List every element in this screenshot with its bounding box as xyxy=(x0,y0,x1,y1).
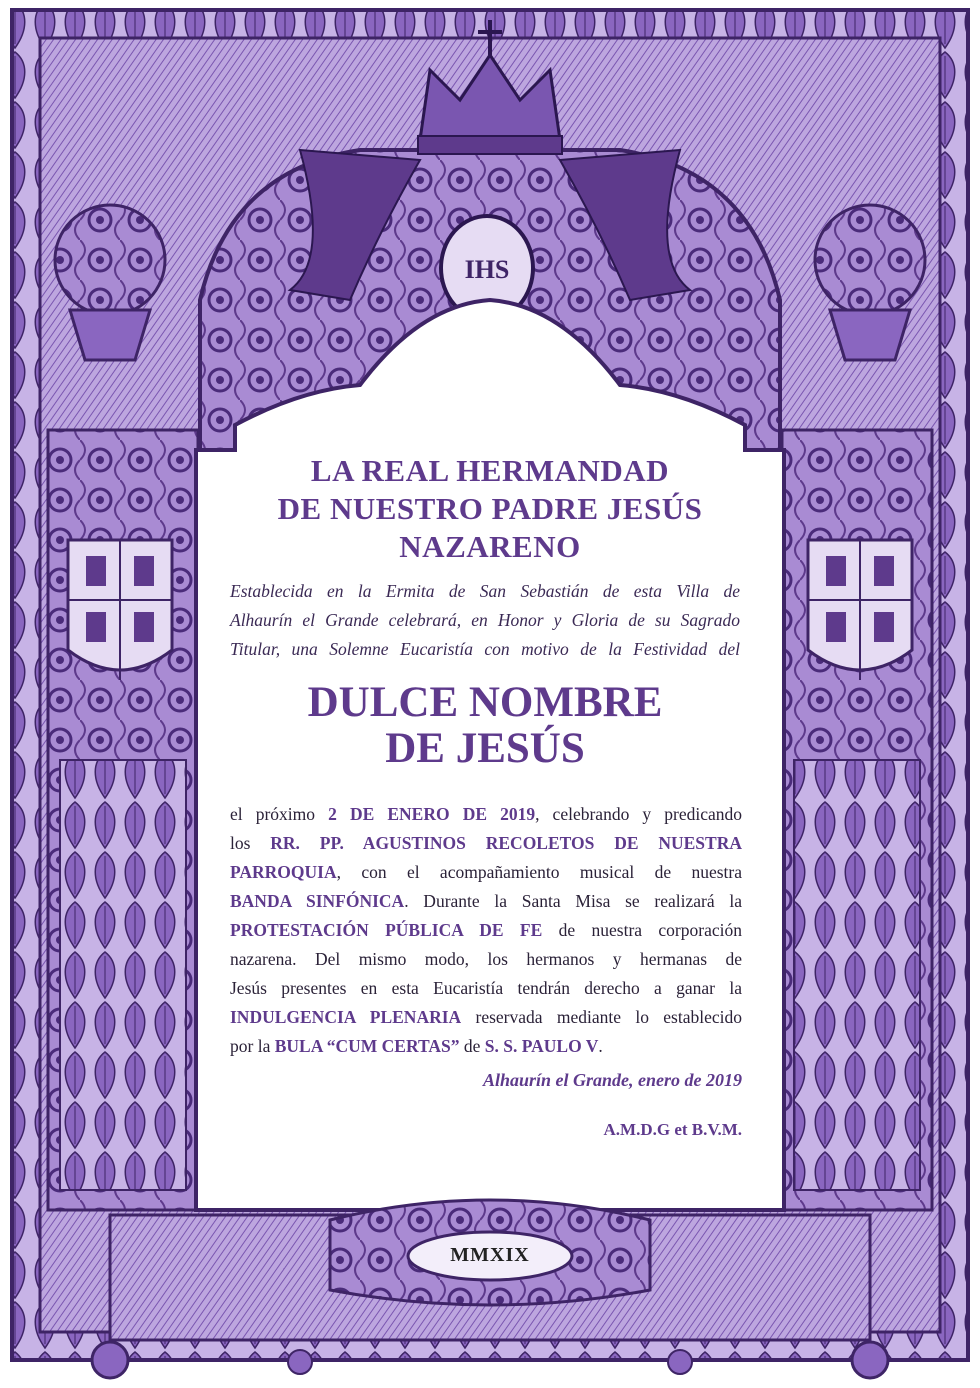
motto: A.M.D.G et B.V.M. xyxy=(603,1120,742,1139)
monogram-text: IHS xyxy=(464,255,510,284)
body-text: , con el acompañamiento musical de nuestra xyxy=(336,862,742,882)
feast-title xyxy=(230,680,740,772)
body-line xyxy=(230,1003,742,1032)
intro-line: Alhaurín el Grande celebrará, en Honor y Gloria de su Sagrado xyxy=(230,610,740,630)
body-line xyxy=(230,916,742,945)
body-text: , celebrando y predicando xyxy=(535,804,742,824)
body-text: por la xyxy=(230,1036,275,1056)
title-line: NAZARENO xyxy=(399,529,581,564)
intro-paragraph xyxy=(230,577,740,664)
body-text: de xyxy=(459,1036,485,1056)
body-line xyxy=(230,800,742,829)
protestation: PROTESTACIÓN PÚBLICA DE FE xyxy=(230,920,543,940)
body-text: de nuestra corporación xyxy=(542,920,742,940)
brotherhood-title xyxy=(230,452,750,566)
place-date: Alhaurín el Grande, enero de 2019 xyxy=(482,1070,742,1090)
left-shield-icon xyxy=(68,540,172,680)
body-line xyxy=(230,887,742,916)
feast-line: DE JESÚS xyxy=(385,725,585,772)
pope-name: S. S. PAULO V xyxy=(484,1036,599,1056)
indulgence: INDULGENCIA PLENARIA xyxy=(230,1007,462,1027)
body-line xyxy=(230,858,742,887)
body-paragraph xyxy=(230,800,742,1061)
body-text: los xyxy=(230,833,271,853)
body-line: nazarena. Del mismo modo, los hermanos y hermanas de xyxy=(230,949,742,969)
body-text: . Durante la Santa Misa se realizará la xyxy=(404,891,742,911)
celebrants: RR. PP. AGUSTINOS RECOLETOS DE NUESTRA xyxy=(270,833,742,853)
body-text: el próximo xyxy=(230,804,329,824)
body-line: Jesús presentes en esta Eucaristía tendrán derecho a ganar la xyxy=(230,978,742,998)
celebrants: PARROQUIA xyxy=(230,862,337,882)
intro-line: Titular, una Solemne Eucaristía con motivo de la Festividad del xyxy=(230,639,740,659)
intro-line: Establecida en la Ermita de San Sebastián de esta Villa de xyxy=(230,581,740,601)
title-line: DE NUESTRO PADRE JESÚS xyxy=(277,491,703,526)
feast-line: DULCE NOMBRE xyxy=(307,679,663,726)
body-line xyxy=(230,829,742,858)
bull-name: BULA “CUM CERTAS” xyxy=(274,1036,460,1056)
right-shield-icon xyxy=(808,540,912,680)
year-numeral: MMXIX xyxy=(450,1244,530,1266)
event-date: 2 DE ENERO DE 2019 xyxy=(328,804,536,824)
title-line: LA REAL HERMANDAD xyxy=(310,453,670,488)
body-text: . xyxy=(598,1036,603,1056)
body-text: reservada mediante lo establecido xyxy=(461,1007,742,1027)
band-name: BANDA SINFÓNICA xyxy=(230,891,405,911)
body-line xyxy=(230,1032,742,1061)
